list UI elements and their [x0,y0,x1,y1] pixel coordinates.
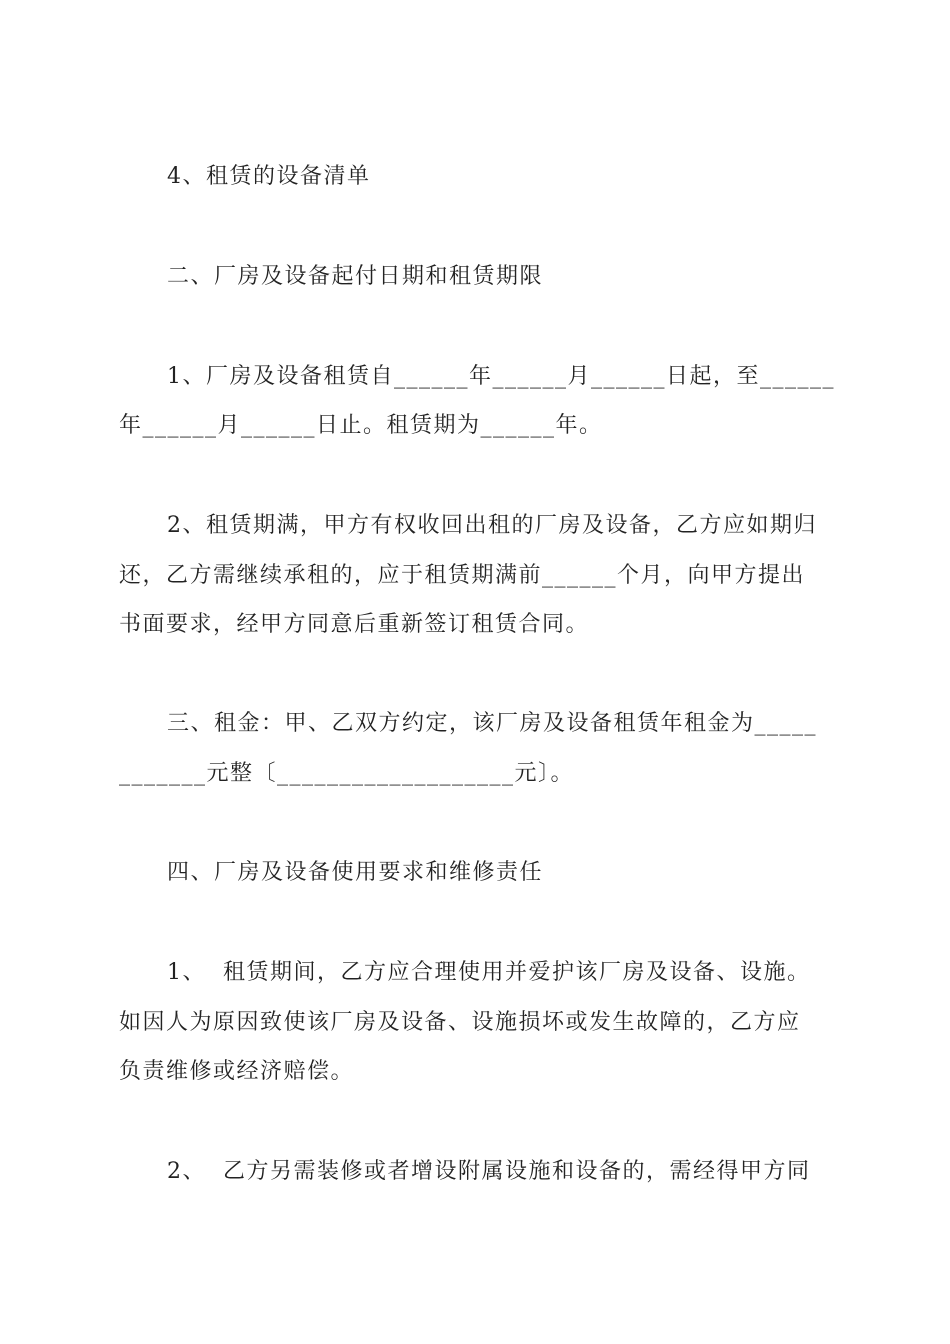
clause-renovation-line-1: 2、 乙方另需装修或者增设附属设施和设备的，需经得甲方同 [167,1159,811,1184]
section-heading-rent-line-1: 三、租金：甲、乙双方约定，该厂房及设备租赁年租金为_____ [167,711,818,736]
clause-lease-expiry-line-2: 还，乙方需继续承租的，应于租赁期满前______个月，向甲方提出 [119,563,806,588]
clause-usage-line-1: 1、 租赁期间，乙方应合理使用并爱护该厂房及设备、设施。 [167,960,811,985]
clause-lease-expiry-line-1: 2、租赁期满，甲方有权收回出租的厂房及设备，乙方应如期归 [167,513,817,538]
section-heading-lease-term: 二、厂房及设备起付日期和租赁期限 [167,264,544,289]
clause-lease-expiry-line-3: 书面要求，经甲方同意后重新签订租赁合同。 [119,612,590,637]
clause-lease-period-line-1: 1、厂房及设备租赁自______年______月______日起，至______ [167,364,835,389]
clause-usage-line-3: 负责维修或经济赔偿。 [119,1059,355,1084]
section-heading-usage-maintenance: 四、厂房及设备使用要求和维修责任 [167,860,544,885]
clause-usage-line-2: 如因人为原因致使该厂房及设备、设施损坏或发生故障的，乙方应 [119,1010,801,1035]
clause-lease-period-line-2: 年______月______日止。租赁期为______年。 [119,413,603,438]
list-item-equipment-list: 4、租赁的设备清单 [167,164,371,189]
section-heading-rent-line-2: _______元整〔___________________元〕。 [119,761,575,786]
